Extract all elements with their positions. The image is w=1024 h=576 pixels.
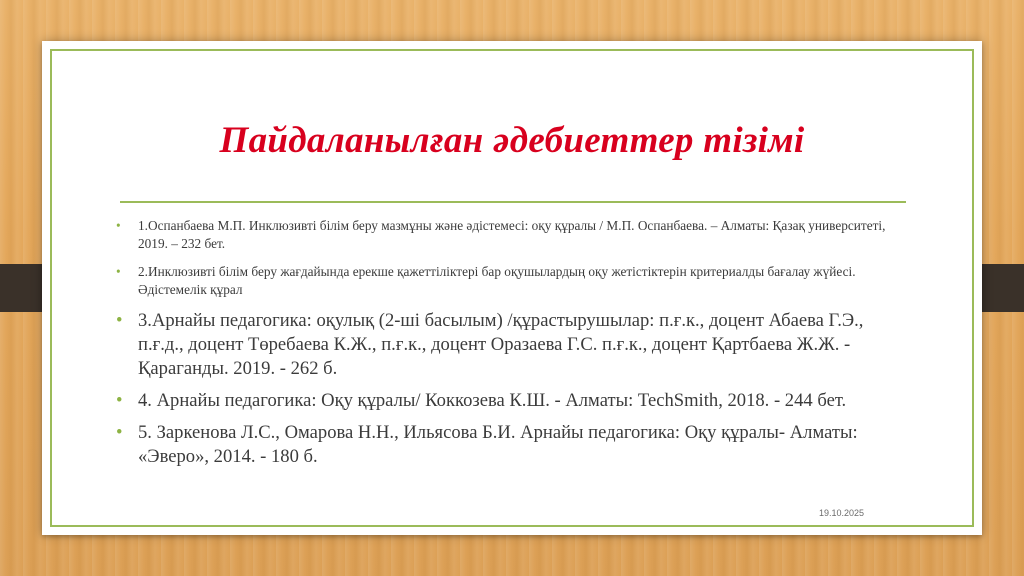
reference-item-3 [116,309,896,381]
reference-text: 5. Заркенова Л.С., Омарова Н.Н., Ильясова Б.И. Арнайы педагогика: Оқу құралы- Алматы: «Эверо», 2014. - 180 б. [138,422,858,467]
slide-date: 19.10.2025 [818,508,864,518]
bullet-icon: • [116,218,121,233]
reference-item-1 [116,217,896,253]
reference-text: 3.Арнайы педагогика: оқулық (2-ші басылым) /құрастырушылар: п.ғ.к., доцент Абаева Г.Э., п.ғ.д., доцент Төребаева К.Ж., п.ғ.к., доцент Оразаева Г.С. п.ғ.к., доцент Қартбаева Ж.Ж. - Қараганды. 2019. - 262 б. [138,310,864,379]
bullet-icon: • [116,310,123,331]
title-divider [120,201,906,203]
slide-title: Пайдаланылған әдебиеттер тізімі [219,120,805,161]
reference-text: 1.Оспанбаева М.П. Инклюзивті білім беру мазмұны және әдістемесі: оқу құралы / М.П. Оспанбаева. – Алматы: Қазақ университеті, 2019. – 232 бет. [138,218,886,251]
bullet-icon: • [116,264,121,279]
reference-text: 2.Инклюзивті білім беру жағдайында ерекше қажеттіліктері бар оқушылардың оқу жетістіктерін критериалды бағалау жүйесі. Әдістемелік құрал [138,264,856,297]
reference-item-4 [116,389,896,413]
reference-list [116,217,896,477]
bullet-icon: • [116,390,123,411]
reference-item-5 [116,421,896,469]
reference-text: 4. Арнайы педагогика: Оқу құралы/ Коккозева К.Ш. - Алматы: TechSmith, 2018. - 244 бет. [138,390,847,411]
reference-item-2 [116,263,896,299]
bullet-icon: • [116,422,123,443]
slide-card [42,41,982,535]
